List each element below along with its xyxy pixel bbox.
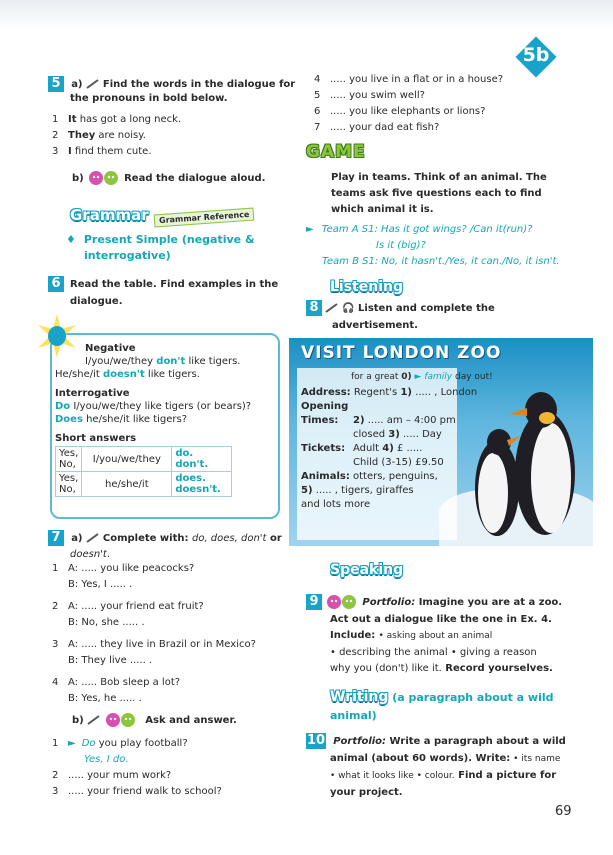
gap-number: 2) xyxy=(353,415,365,426)
field-label: Times: xyxy=(301,415,339,426)
exercise-7b xyxy=(72,712,237,728)
yes-word: Yes, xyxy=(59,473,79,484)
table-text: He/she/it xyxy=(55,369,103,380)
part-label: a) xyxy=(71,79,83,90)
gap-number: 0) xyxy=(401,372,412,382)
instruction-text: Write a paragraph about a wild xyxy=(386,736,566,747)
short-answers-table xyxy=(55,446,232,497)
section-title: Listening xyxy=(330,279,403,295)
highlight-word: Do xyxy=(55,401,71,412)
portfolio-label: Portfolio: xyxy=(362,597,416,608)
dialogue-line: A: ..... Bob sleep a lot? xyxy=(68,677,181,688)
instruction-text: your project. xyxy=(330,787,403,798)
field-value: ..... , London xyxy=(411,387,478,398)
no-word: No, xyxy=(59,459,76,470)
gap-number: 4) xyxy=(382,443,394,454)
game-title: GAME xyxy=(306,142,366,162)
pencil-icon xyxy=(86,79,100,89)
field-value: £ ..... xyxy=(393,443,423,454)
dialogue-line: B: They live ..... . xyxy=(68,655,153,666)
field-value: ..... am – 4:00 pm xyxy=(364,415,456,426)
pronoun: They xyxy=(68,130,96,141)
field-label: Opening xyxy=(301,401,349,412)
topic-text: Present Simple (negative & xyxy=(83,233,255,246)
bullet-item: • describing the animal xyxy=(330,647,448,658)
negative-title: Negative xyxy=(85,343,136,354)
game-instruction: which animal it is. xyxy=(331,204,434,215)
table-text: he/she/it like tigers? xyxy=(82,414,188,425)
instruction-text: Read the dialogue aloud. xyxy=(124,173,266,184)
exercise-5-items xyxy=(52,113,181,158)
game-text xyxy=(331,171,547,216)
field-label: Animals: xyxy=(301,471,350,482)
question-text: ..... your mum work? xyxy=(68,770,172,781)
field-value: Regent's xyxy=(353,387,401,398)
pencil-icon xyxy=(87,715,101,725)
instruction-text: Find the words in the dialogue for xyxy=(102,79,296,90)
item-number: 4 xyxy=(52,677,59,688)
exercise-9 xyxy=(306,594,596,675)
arrow-icon: ► xyxy=(68,738,76,749)
exercise-7b-items xyxy=(52,737,222,798)
pair-work-icon xyxy=(87,170,121,186)
zoo-advertisement xyxy=(289,338,593,546)
question-text: ..... your dad eat fish? xyxy=(330,122,440,133)
item-number: 2 xyxy=(52,130,59,141)
exercise-7 xyxy=(48,530,298,561)
instruction-text: Find a picture for xyxy=(454,770,557,781)
exercise-7-dialogues xyxy=(52,562,256,705)
exercise-6 xyxy=(48,276,278,308)
item-number: 5 xyxy=(314,90,321,101)
arrow-icon: ► xyxy=(306,224,314,235)
table-cell xyxy=(56,472,82,497)
dialogue-line: B: No, she ..... . xyxy=(68,617,145,628)
item-number: 4 xyxy=(314,74,321,85)
diamond-bullet-icon: ♦ xyxy=(66,233,76,246)
item-number: 3 xyxy=(52,639,59,650)
exercise-5 xyxy=(48,76,296,105)
topic-text: interrogative) xyxy=(84,249,171,262)
instruction-text: Act out a dialogue like the one in Ex. 4. xyxy=(330,614,552,625)
exercise-number: 5 xyxy=(48,76,64,92)
section-subtitle: animal) xyxy=(330,709,377,722)
grammar-topic xyxy=(66,233,255,262)
table-text: I/you/we/they xyxy=(85,356,157,367)
exercise-8 xyxy=(306,300,495,332)
bullet-item: • what it looks like xyxy=(330,771,414,781)
arrow-icon: ► xyxy=(414,372,422,382)
game-instruction: teams ask five questions each to find xyxy=(331,188,542,199)
item-number: 3 xyxy=(52,786,59,797)
pronoun: I xyxy=(68,146,72,157)
field-value: ..... Day xyxy=(399,429,442,440)
table-cell: he/she/it xyxy=(82,472,172,497)
headphones-icon: 🎧 xyxy=(342,303,355,314)
item-text: are noisy. xyxy=(95,130,146,141)
gap-number: 1) xyxy=(400,387,412,398)
instruction-text: Ask and answer. xyxy=(145,715,237,726)
example-word: Do xyxy=(81,738,96,749)
field-value: closed xyxy=(353,429,389,440)
section-title: Writing xyxy=(330,689,389,705)
table-text: like tigers. xyxy=(185,356,241,367)
pencil-icon xyxy=(325,303,339,313)
table-row xyxy=(56,472,232,497)
highlight-word: doesn't xyxy=(103,369,145,380)
exercise-number: 6 xyxy=(48,276,64,292)
exercise-number: 7 xyxy=(48,530,64,546)
instruction-text: Include: xyxy=(330,630,376,641)
question-text: ..... you like elephants or lions? xyxy=(330,106,486,117)
item-number: 1 xyxy=(52,563,59,574)
instruction-text: Record yourselves. xyxy=(441,663,553,674)
highlight-word: Does xyxy=(55,414,83,425)
field-value: ..... , tigers, giraffes xyxy=(312,485,414,496)
example-line: Is it (big)? xyxy=(376,240,426,251)
example-fill: family xyxy=(424,372,453,382)
grammar-reference-tag[interactable]: Grammar Reference xyxy=(153,208,254,228)
pronoun: It xyxy=(68,114,77,125)
dialogue-line: A: ..... they live in Brazil or in Mexico? xyxy=(68,639,256,650)
pair-work-icon xyxy=(104,712,138,728)
table-cell xyxy=(56,447,82,472)
dialogue-line: B: Yes, I ..... . xyxy=(68,579,133,590)
listening-heading xyxy=(330,279,403,295)
page-number: 69 xyxy=(555,804,572,819)
item-text: has got a long neck. xyxy=(76,114,182,125)
exercise-number: 9 xyxy=(306,594,322,610)
table-text: I/you/we/they like tigers (or bears)? xyxy=(70,401,252,412)
game-heading xyxy=(306,142,366,162)
instruction-text: advertisement. xyxy=(332,320,418,331)
dialogue-line: B: Yes, he ..... . xyxy=(68,693,142,704)
exercise-number: 8 xyxy=(306,300,322,316)
advert-title: VISIT LONDON ZOO xyxy=(301,343,502,363)
example-line: Team A S1: Has it got wings? /Can it(run)? xyxy=(321,224,533,235)
item-text: find them cute. xyxy=(71,146,152,157)
advert-text: day out! xyxy=(452,372,493,382)
field-label: Tickets: xyxy=(301,443,346,454)
section-title: Speaking xyxy=(330,562,404,578)
section-subtitle: (a paragraph about a wild xyxy=(388,691,554,704)
pair-work-icon xyxy=(325,594,359,610)
advert-text: for a great xyxy=(351,372,402,382)
no-word: No, xyxy=(59,484,76,495)
word-options: do, does, don't xyxy=(191,533,267,544)
question-text: ..... your friend walk to school? xyxy=(68,786,222,797)
instruction-text: or xyxy=(266,533,282,544)
dialogue-line: A: ..... you like peacocks? xyxy=(68,563,195,574)
exercise-7b-items-cont xyxy=(314,73,503,134)
word-options: doesn't xyxy=(70,549,107,560)
question-text: you play football? xyxy=(95,738,188,749)
exercise-10 xyxy=(306,733,596,799)
instruction-text: animal (about 60 words). Write: xyxy=(330,753,511,764)
negative-answer: don't. xyxy=(175,459,209,470)
writing-heading xyxy=(330,689,554,705)
highlight-word: don't xyxy=(156,356,186,367)
gap-number: 3) xyxy=(388,429,400,440)
field-value: otters, penguins, xyxy=(353,471,438,482)
interrogative-title: Interrogative xyxy=(55,388,130,399)
bullet-item: • its name xyxy=(510,754,561,764)
positive-answer: do. xyxy=(175,448,194,459)
item-number: 7 xyxy=(314,122,321,133)
instruction-text: Listen and complete the xyxy=(358,303,495,314)
gap-number: 5) xyxy=(301,485,313,496)
table-text: like tigers. xyxy=(144,369,200,380)
instruction-text: . xyxy=(106,549,111,560)
table-cell: I/you/we/they xyxy=(82,447,172,472)
item-number: 1 xyxy=(52,738,59,749)
question-text: ..... you live in a flat or in a house? xyxy=(330,74,504,85)
grammar-heading xyxy=(70,206,254,224)
instruction-text: Read the table. Find examples in the xyxy=(70,279,279,290)
instruction-text: Complete with: xyxy=(102,533,192,544)
example-answer: Yes, I do. xyxy=(84,754,129,765)
game-instruction: Play in teams. Think of an animal. The xyxy=(331,172,547,183)
field-value: and lots more xyxy=(301,499,371,510)
part-label: b) xyxy=(72,173,84,184)
instruction-text: the pronouns in bold below. xyxy=(70,93,228,104)
item-number: 2 xyxy=(52,770,59,781)
instruction-text: Imagine you are at a zoo. xyxy=(415,597,563,608)
portfolio-label: Portfolio: xyxy=(333,736,387,747)
yes-word: Yes, xyxy=(59,448,79,459)
table-row xyxy=(56,447,232,472)
instruction-text: dialogue. xyxy=(70,296,123,307)
part-label: a) xyxy=(71,533,83,544)
short-answers-title: Short answers xyxy=(55,433,137,444)
field-value: Child (3-15) £9.50 xyxy=(353,457,444,468)
field-label: Address: xyxy=(301,387,351,398)
dialogue-line: A: ..... your friend eat fruit? xyxy=(68,601,204,612)
part-label: b) xyxy=(72,715,84,726)
section-title: Grammar xyxy=(70,206,149,224)
item-number: 6 xyxy=(314,106,321,117)
speaking-heading xyxy=(330,562,403,578)
bullet-item: • giving a reason xyxy=(450,647,537,658)
item-number: 1 xyxy=(52,114,59,125)
table-cell xyxy=(172,447,232,472)
penguins-illustration xyxy=(457,378,589,546)
exercise-5b xyxy=(72,170,265,186)
grammar-table-content xyxy=(55,342,277,497)
unit-badge xyxy=(513,34,559,80)
advert-details xyxy=(301,386,478,512)
bullet-item: why you (don't) like it. xyxy=(330,663,442,674)
game-example xyxy=(306,223,560,268)
question-text: ..... you swim well? xyxy=(330,90,425,101)
bullet-item: • asking about an animal xyxy=(378,631,493,641)
item-number: 3 xyxy=(52,146,59,157)
pencil-icon xyxy=(86,533,100,543)
negative-answer: doesn't. xyxy=(175,484,221,495)
page-top-band xyxy=(0,0,613,30)
table-cell xyxy=(172,472,232,497)
item-number: 2 xyxy=(52,601,59,612)
advert-intro xyxy=(351,372,493,382)
exercise-number: 10 xyxy=(306,733,326,748)
bullet-item: • colour. xyxy=(413,771,455,781)
unit-badge-label: 5b xyxy=(522,44,550,66)
example-line: Team B S1: No, it hasn't./Yes, it can./No, it isn't. xyxy=(322,256,560,267)
field-value: Adult xyxy=(353,443,383,454)
positive-answer: does. xyxy=(175,473,206,484)
